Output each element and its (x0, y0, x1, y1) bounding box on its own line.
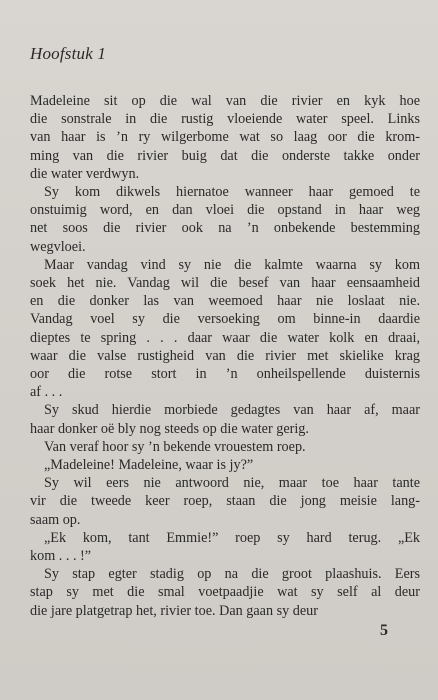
text-line: waar die valse rustigheid van die rivier met skielike krag (30, 347, 420, 364)
text-line: „Madeleine! Madeleine, waar is jy?” (44, 457, 254, 474)
text-line: kom . . . !” (30, 548, 92, 565)
paragraph (30, 456, 420, 474)
paragraph (30, 474, 420, 529)
text-line: wegvloei. (30, 238, 86, 255)
text-line: net soos die rivier ook na ’n onbekende bestemming (30, 220, 420, 237)
text-line: onstuimig word, en dan vloei die opstand in haar weg (30, 202, 420, 219)
text-line: die jare platgetrap het, rivier toe. Dan gaan sy deur (30, 602, 318, 619)
text-line: Sy wil eers nie antwoord nie, maar toe haar tante (44, 475, 420, 492)
body-text (30, 92, 420, 620)
text-line: Maar vandag vind sy nie die kalmte waarna sy kom (44, 256, 420, 273)
text-line: saam op. (30, 511, 81, 528)
text-line: Sy kom dikwels hiernatoe wanneer haar gemoed te (44, 184, 420, 201)
text-line: vir die tweede keer roep, staan die jong meisie lang- (30, 493, 420, 510)
paragraph (30, 183, 420, 256)
text-line: dieptes te spring . . . daar waar die water kolk en draai, (30, 329, 420, 346)
text-line: „Ek kom, tant Emmie!” roep sy hard terug. „Ek (44, 529, 420, 546)
paragraph (30, 92, 420, 183)
paragraph (30, 438, 420, 456)
paragraph (30, 565, 420, 620)
text-line: ming van die rivier buig dat die onderste takke onder (30, 147, 420, 164)
text-line: stap sy met die smal voetpaadjie wat sy self al deur (30, 584, 420, 601)
text-line: en die donker las van weemoed haar nie loslaat nie. (30, 293, 420, 310)
text-line: af . . . (30, 384, 63, 401)
text-line: Van veraf hoor sy ’n bekende vrouestem roep. (44, 438, 306, 455)
paragraph (30, 401, 420, 437)
text-line: Sy skud hierdie morbiede gedagtes van haar af, maar (44, 402, 420, 419)
text-line: soek het nie. Vandag wil die besef van haar eensaamheid (30, 275, 420, 292)
text-line: die water verdwyn. (30, 165, 140, 182)
text-line: haar donker oë bly nog steeds op die water gerig. (30, 420, 309, 437)
chapter-title: Hoofstuk 1 (30, 44, 107, 63)
text-line: Vandag voel sy die versoeking om binne-in daardie (30, 311, 420, 328)
page-number: 5 (380, 622, 388, 639)
text-line: van haar is ’n ry wilgerbome wat so laag oor die krom- (30, 129, 420, 146)
paragraph (30, 529, 420, 565)
text-line: oor die rotse stort in ’n onheilspellende duisternis (30, 366, 420, 383)
text-line: Madeleine sit op die wal van die rivier en kyk hoe (30, 93, 420, 109)
paragraph (30, 256, 420, 402)
text-line: die sonstrale in die rustig vloeiende water speel. Links (30, 111, 420, 128)
text-line: Sy stap egter stadig op na die groot plaashuis. Eers (44, 566, 420, 583)
